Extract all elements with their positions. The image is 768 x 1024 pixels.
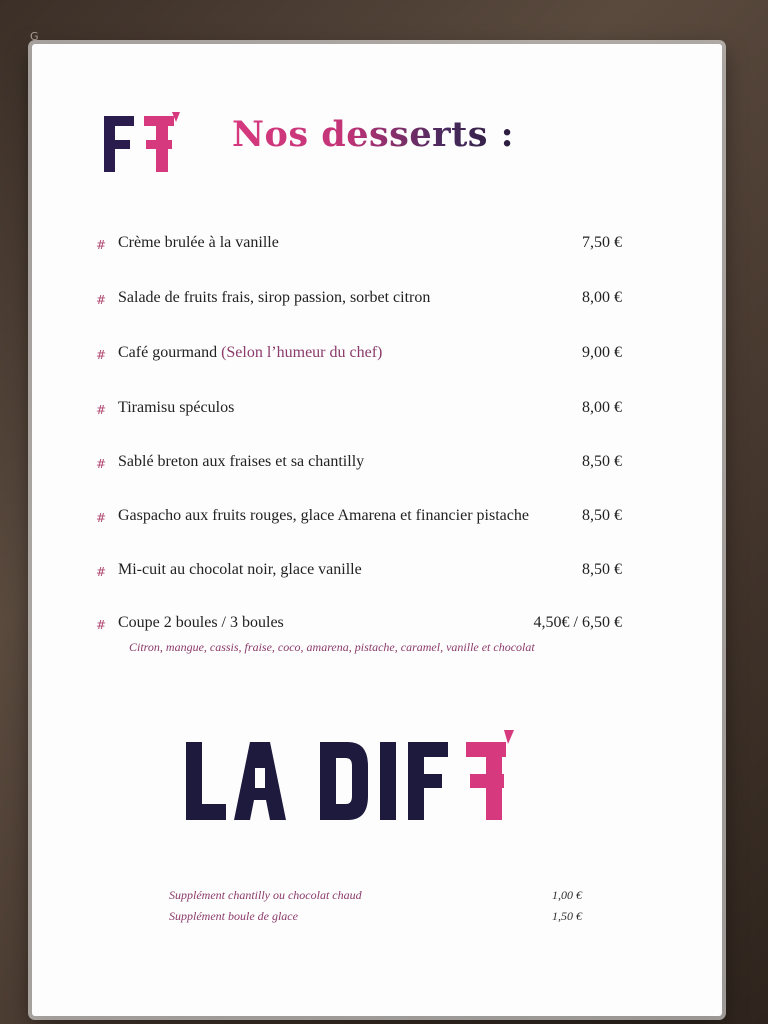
item-name: Tiramisu spéculos (118, 399, 235, 416)
item-name: Sablé breton aux fraises et sa chantilly (118, 453, 365, 470)
menu-item (32, 453, 722, 477)
la-diff-logo (182, 728, 522, 828)
item-price: 4,50€ / 6,50 € (533, 614, 622, 631)
item-name-group (118, 344, 382, 362)
item-price: 8,50 € (582, 507, 622, 524)
item-marker: # (96, 511, 107, 525)
item-name: Café gourmand (118, 344, 218, 361)
page-title: Nos desserts : (232, 114, 515, 155)
item-price: 8,00 € (582, 289, 622, 306)
item-price: 8,50 € (582, 561, 622, 578)
item-marker: # (96, 293, 107, 307)
supplement-label: Supplément chantilly ou chocolat chaud (169, 888, 362, 902)
supplement-label: Supplément boule de glace (169, 909, 298, 923)
menu-item (32, 234, 722, 258)
menu-item (32, 561, 722, 585)
item-name: Mi-cuit au chocolat noir, glace vanille (118, 561, 362, 578)
menu-item (32, 507, 722, 531)
item-marker: # (96, 565, 107, 579)
item-price: 8,00 € (582, 399, 622, 416)
menu-item (32, 344, 722, 368)
item-marker: # (96, 618, 107, 632)
item-marker: # (96, 238, 107, 252)
supplement-price: 1,00 € (552, 888, 582, 902)
item-name: Gaspacho aux fruits rouges, glace Amarena et financier pistache (118, 507, 529, 524)
item-marker: # (96, 348, 107, 362)
menu-item (32, 289, 722, 313)
supplement-price: 1,50 € (552, 909, 582, 923)
item-note: (Selon l’humeur du chef) (221, 344, 383, 361)
item-name: Crème brulée à la vanille (118, 234, 279, 251)
item-price: 7,50 € (582, 234, 622, 251)
supplement-row (32, 888, 722, 906)
ice-cream-flavors: Citron, mangue, cassis, fraise, coco, amarena, pistache, caramel, vanille et chocolat (129, 640, 535, 654)
item-price: 8,50 € (582, 453, 622, 470)
supplement-row (32, 909, 722, 927)
menu-sheet (32, 44, 722, 1016)
corner-mark: G (30, 30, 39, 43)
ff-logo (104, 112, 180, 176)
item-marker: # (96, 403, 107, 417)
menu-item (32, 614, 722, 638)
item-name: Salade de fruits frais, sirop passion, sorbet citron (118, 289, 431, 306)
item-price: 9,00 € (582, 344, 622, 361)
item-name: Coupe 2 boules / 3 boules (118, 614, 284, 631)
item-marker: # (96, 457, 107, 471)
menu-item (32, 399, 722, 423)
